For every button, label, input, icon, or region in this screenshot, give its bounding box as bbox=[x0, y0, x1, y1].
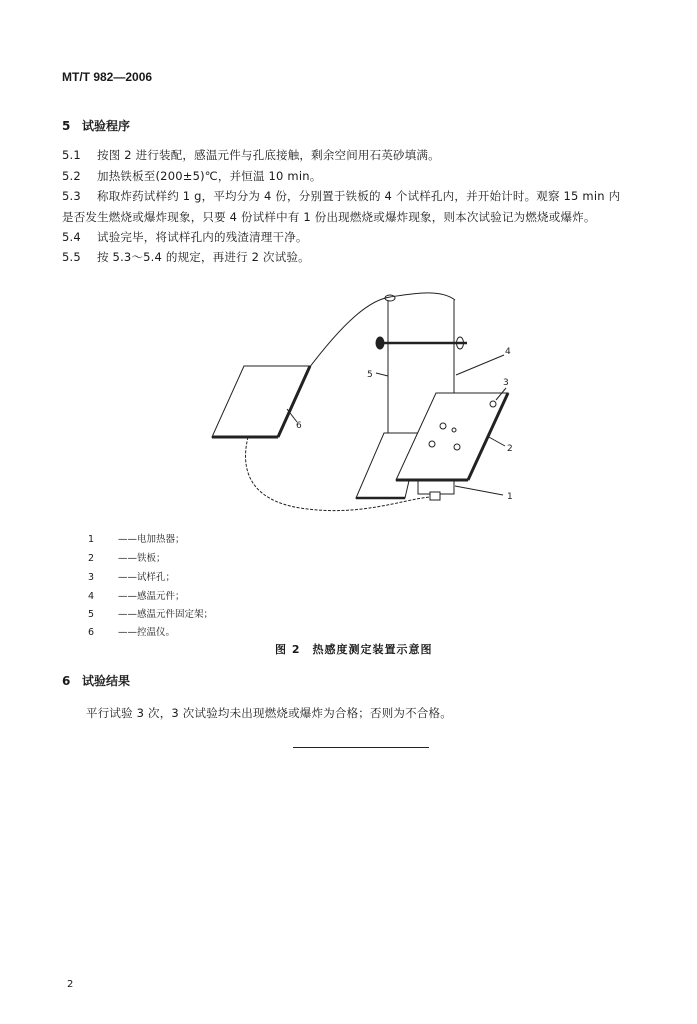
figure-caption: 图 2 热感度测定装置示意图 bbox=[275, 643, 433, 656]
section-6-number: 6 bbox=[62, 674, 71, 688]
legend-number: 1 bbox=[88, 534, 95, 545]
clause-number: 5.5 bbox=[62, 250, 81, 264]
rod-clamp-left bbox=[376, 337, 384, 349]
legend-text: 感温元件固定架； bbox=[137, 609, 214, 620]
legend-text: 铁板； bbox=[137, 553, 166, 564]
clause-text: 加热铁板至(200±5)℃，并恒温 10 min。 bbox=[97, 169, 322, 183]
callout-3: 3 bbox=[503, 378, 509, 388]
section-5-title: 试验程序 bbox=[82, 119, 131, 133]
legend-dash: —— bbox=[118, 609, 137, 620]
legend-text: 感温元件； bbox=[137, 591, 185, 602]
legend-item-6 bbox=[88, 624, 175, 638]
section-6-heading bbox=[62, 672, 130, 689]
clause-number: 5.4 bbox=[62, 230, 81, 244]
legend-number: 2 bbox=[88, 553, 95, 564]
legend-dash: —— bbox=[118, 627, 137, 638]
leader-2 bbox=[487, 436, 505, 446]
legend-number: 6 bbox=[88, 627, 95, 638]
wire-controller-to-sensor bbox=[306, 293, 455, 372]
clause-number: 5.1 bbox=[62, 148, 81, 162]
callout-1: 1 bbox=[507, 492, 513, 502]
legend-number: 3 bbox=[88, 572, 95, 583]
legend-dash: —— bbox=[118, 534, 137, 545]
leader-1 bbox=[455, 486, 503, 495]
section-5-number: 5 bbox=[62, 119, 71, 133]
legend-number: 5 bbox=[88, 609, 95, 620]
standard-id: MT/T 982—2006 bbox=[62, 70, 153, 84]
legend-text: 电加热器； bbox=[137, 534, 185, 545]
clause-text: 称取炸药试样约 1 g，平均分为 4 份，分别置于铁板的 4 个试样孔内，并开始计时。观察 15 min 内 bbox=[97, 189, 621, 203]
end-rule bbox=[293, 747, 429, 748]
leader-5 bbox=[376, 373, 388, 376]
legend-text: 控温仪。 bbox=[137, 627, 176, 638]
clause-number: 5.3 bbox=[62, 189, 81, 203]
clause-text: 按 5.3～5.4 的规定，再进行 2 次试验。 bbox=[97, 250, 310, 264]
clause-5-3-continued: 是否发生燃烧或爆炸现象，只要 4 份试样中有 1 份出现燃烧或爆炸现象，则本次试验记为燃烧或爆炸。 bbox=[62, 210, 596, 224]
leader-4 bbox=[456, 355, 504, 375]
clause-text: 试验完毕，将试样孔内的残渣清理干净。 bbox=[97, 230, 308, 244]
clause-text: 按图 2 进行装配，感温元件与孔底接触，剩余空间用石英砂填满。 bbox=[97, 148, 440, 162]
clause-number: 5.2 bbox=[62, 169, 81, 183]
legend-dash: —— bbox=[118, 572, 137, 583]
callout-4: 4 bbox=[505, 347, 511, 357]
legend-item-3 bbox=[88, 569, 175, 583]
legend-text: 试样孔； bbox=[137, 572, 176, 583]
legend-dash: —— bbox=[118, 553, 137, 564]
page-number: 2 bbox=[67, 979, 74, 990]
section-6-title: 试验结果 bbox=[82, 674, 131, 688]
callout-5: 5 bbox=[367, 370, 373, 380]
legend-dash: —— bbox=[118, 591, 137, 602]
legend-item-5 bbox=[88, 606, 213, 620]
legend-number: 4 bbox=[88, 591, 95, 602]
legend-item-4 bbox=[88, 588, 185, 602]
callout-2: 2 bbox=[507, 444, 513, 454]
section-6-body: 平行试验 3 次，3 次试验均未出现燃烧或爆炸为合格；否则为不合格。 bbox=[86, 706, 452, 720]
callout-6: 6 bbox=[296, 421, 302, 431]
legend-item-2 bbox=[88, 550, 166, 564]
legend-item-1 bbox=[88, 531, 185, 545]
